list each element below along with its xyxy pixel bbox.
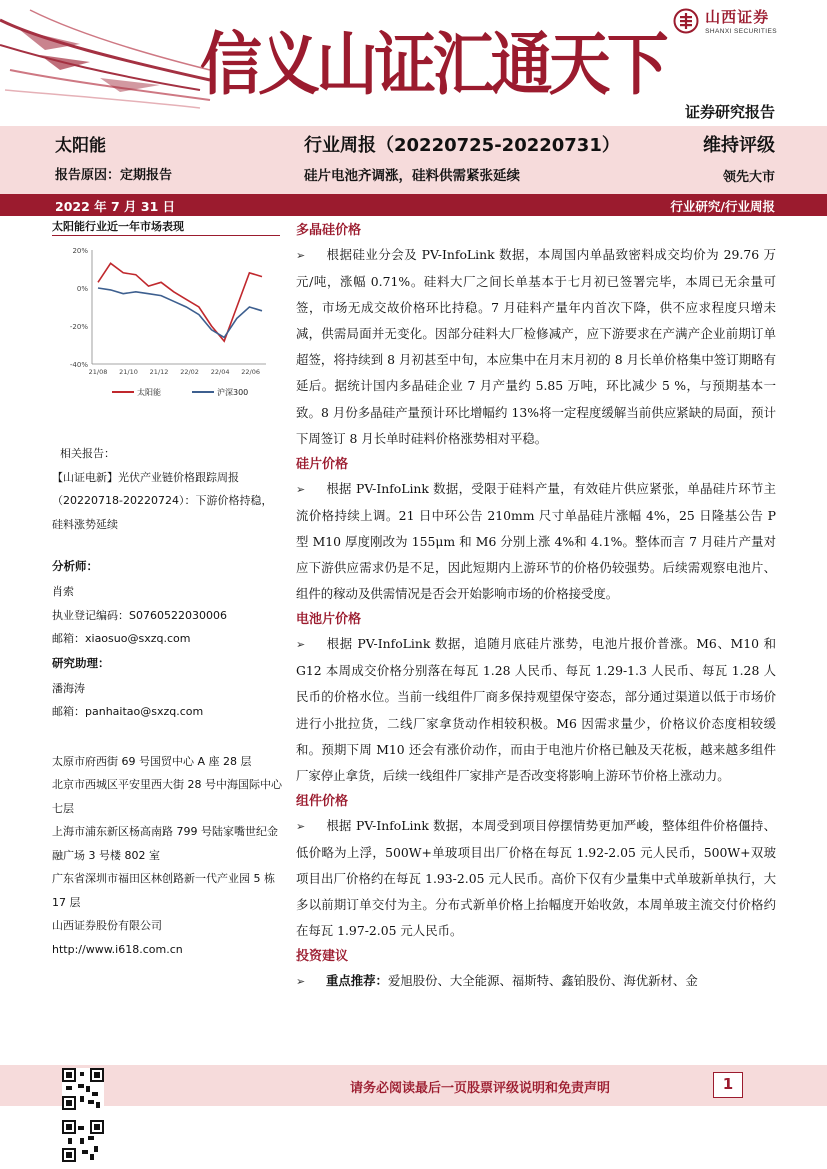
recommendation-text: 爱旭股份、大全能源、福斯特、鑫铂股份、海优新材、金 [387,973,698,989]
section-heading: 硅片价格 [296,456,349,472]
section-heading: 电池片价格 [296,612,362,628]
x-tick-label: 22/02 [180,368,199,376]
report-date: 2022 年 7 月 31 日 [55,199,176,214]
section-text: 根据 PV-InfoLink 数据，本周受到项目停摆情势更加严峻，整体组件价格僵持、低价略为上浮，500W+单玻项目出厂价格在每瓦 1.92-2.05 元人民币，500W+双玻项目出厂价格约在每瓦 1.93-2.05 元人民币。高价下仅有少量集中式单玻新单执行，大多以前期订单交付为主。分布式新单价格上抬幅度开始收敛，本周单玻主流交付价格约在每瓦 1.97-2.05 元人民币。 [296,817,776,939]
section-polysilicon [296,220,776,452]
chart-legend [112,387,248,397]
disclaimer-note: 请务必阅读最后一页股票评级说明和免责声明 [350,1081,611,1096]
section-heading: 组件价格 [296,793,349,809]
x-tick-label: 21/08 [88,368,108,376]
market-performance-chart [52,242,280,402]
rating-label: 维持评级 [703,135,775,156]
series-line-solar [98,263,262,341]
report-type: 证券研究报告 [684,103,775,121]
industry-name: 太阳能 [55,136,106,156]
section-text: 根据 PV-InfoLink 数据，受限于硅料产量，有效硅片供应紧张，单晶硅片环节主流价格持续上调。21 日中环公告 210mm 尺寸单晶硅片涨幅 4%，25 日隆基公告 P 型 M10 厚度刚改为 155μm 和 M6 分别上涨 4%和 4.1%。整体而言 7 月硅片产量对应下游供应需求仍是不足，因此短期内上游环节的价格仍较强势。后续需观察电池片、组件的稼动及供需情况是否会开始影响市场的价格接受度。 [296,480,776,602]
bullet-arrow-icon: ➢ [296,482,306,496]
date-bar [0,194,827,216]
top-banner [0,0,827,125]
y-tick-label: -20% [69,323,88,331]
x-tick-label: 22/04 [210,368,230,376]
section-paragraph [296,968,776,995]
legend-label: 沪深300 [217,388,249,397]
section-heading: 多晶硅价格 [296,223,362,238]
x-axis [89,364,266,376]
report-category: 行业研究/行业周报 [670,199,775,214]
related-label: 相关报告： [60,447,115,460]
assistant-label: 研究助理： [52,655,110,670]
address-taiyuan: 太原市府西街 69 号国贸中心 A 座 28 层 [52,754,252,768]
x-tick-label: 21/12 [149,368,169,376]
weekly-title: 行业周报（20220725-20220731） [304,135,620,156]
qr-code-icon[interactable] [62,1068,104,1110]
bullet-arrow-icon: ➢ [296,975,306,989]
brush-stroke-decoration [0,10,210,108]
brand-logo [673,6,777,35]
y-tick-label: 20% [72,247,88,255]
section-paragraph [296,476,776,607]
section-paragraph [296,813,776,944]
series-lines [98,263,262,341]
section-paragraph [296,631,776,789]
qr-code-icon[interactable] [62,1120,104,1162]
bullet-arrow-icon: ➢ [296,249,306,262]
assistant-email[interactable]: 邮箱：panhaitao@sxzq.com [52,705,204,718]
recommendation-label: 重点推荐： [326,973,388,989]
shanxi-securities-logo-icon [673,8,699,34]
brand-name-cn: 山西证券 [705,8,770,26]
section-investment [296,946,776,995]
page-number: 1 [713,1072,743,1098]
company-website[interactable]: http://www.i618.com.cn [52,942,183,956]
weekly-subtitle: 硅片电池齐调涨，硅料供需紧张延续 [304,168,520,184]
section-paragraph [296,242,776,452]
left-column [52,218,282,961]
analyst-license: 执业登记编码：S0760522030006 [52,608,227,622]
related-report-link[interactable]: 【山证电新】光伏产业链价格跟踪周报（20220718-20220724）：下游价格持稳，硅料涨势延续 [52,470,273,531]
main-content [296,220,776,995]
y-tick-label: -40% [69,361,88,369]
section-text: 根据硅业分会及 PV-InfoLink 数据，本周国内单晶致密料成交均价为 29.76 万元/吨，涨幅 0.71%。硅料大厂之间长单基本于七月初已签署完毕，本周已无余量可签，市场无成交故价格环比持稳。7 月硅料产量年内首次下降，供不应求程度只增未减，供需局面并无变化。因部分硅料大厂检修减产，应下游要求在产满产企业前期订单超签，将持续到 8 月初甚至中旬，本应集中在月末月初的 8 月长单价格集中签订期略有延后。据统计国内多晶硅企业 7 月产量约 5.85 万吨，环比减少 5 %，与预期基本一致。8 月份多晶硅产量预计环比增幅约 13%将一定程度缓解当前供应紧缺的局面，预计下周签订 8 月长单时硅料价格涨势相对平稳。 [296,247,776,446]
brand-name-en: SHANXI SECURITIES [705,28,777,35]
section-heading: 投资建议 [296,949,349,965]
legend-label: 太阳能 [137,388,161,397]
y-tick-label: 0% [76,285,88,293]
bullet-arrow-icon: ➢ [296,819,306,833]
address-shanghai: 上海市浦东新区杨高南路 799 号陆家嘴世纪金融广场 3 号楼 802 室 [52,825,278,862]
section-text: 根据 PV-InfoLink 数据，追随月底硅片涨势，电池片报价普涨。M6、M10 和 G12 本周成交价格分别落在每瓦 1.28 人民币、每瓦 1.29-1.3 人民币、每瓦 1.28 人民币的价格水位。当前一线组件厂商多保持观望保守姿态，部分通过渠道以低于市场价进行小批拉货，二线厂家拿货动作相较积极。M6 因需求量少，价格议价态度相较缓和。预期下周 M10 还会有涨价动作，而由于电池片价格已触及天花板，越来越多组件厂家停止拿货，后续一线组件厂家排产是否改变将影响上游环节价格上涨动力。 [296,636,776,783]
bullet-arrow-icon: ➢ [296,638,306,652]
rating-value: 领先大市 [722,170,775,185]
analyst-name: 肖索 [52,585,74,598]
address-guangdong: 广东省深圳市福田区林创路新一代产业园 5 栋 17 层 [52,872,275,909]
report-reason: 报告原因：定期报告 [55,168,173,183]
chart-title: 太阳能行业近一年市场表现 [52,218,280,236]
company-name: 山西证券股份有限公司 [52,919,162,932]
slogan-calligraphy [0,0,680,125]
analyst-email[interactable]: 邮箱：xiaosuo@sxzq.com [52,632,191,645]
section-module [296,791,776,944]
y-axis [70,247,92,369]
assistant-name: 潘海涛 [52,681,85,695]
x-tick-label: 21/10 [119,368,138,376]
analyst-label: 分析师： [52,559,98,573]
section-wafer [296,454,776,607]
section-cell [296,609,776,789]
address-beijing: 北京市西城区平安里西大街 28 号中海国际中心七层 [52,778,282,815]
slogan-text: 信义山证汇通天下 [200,25,668,105]
x-tick-label: 22/06 [241,368,260,376]
